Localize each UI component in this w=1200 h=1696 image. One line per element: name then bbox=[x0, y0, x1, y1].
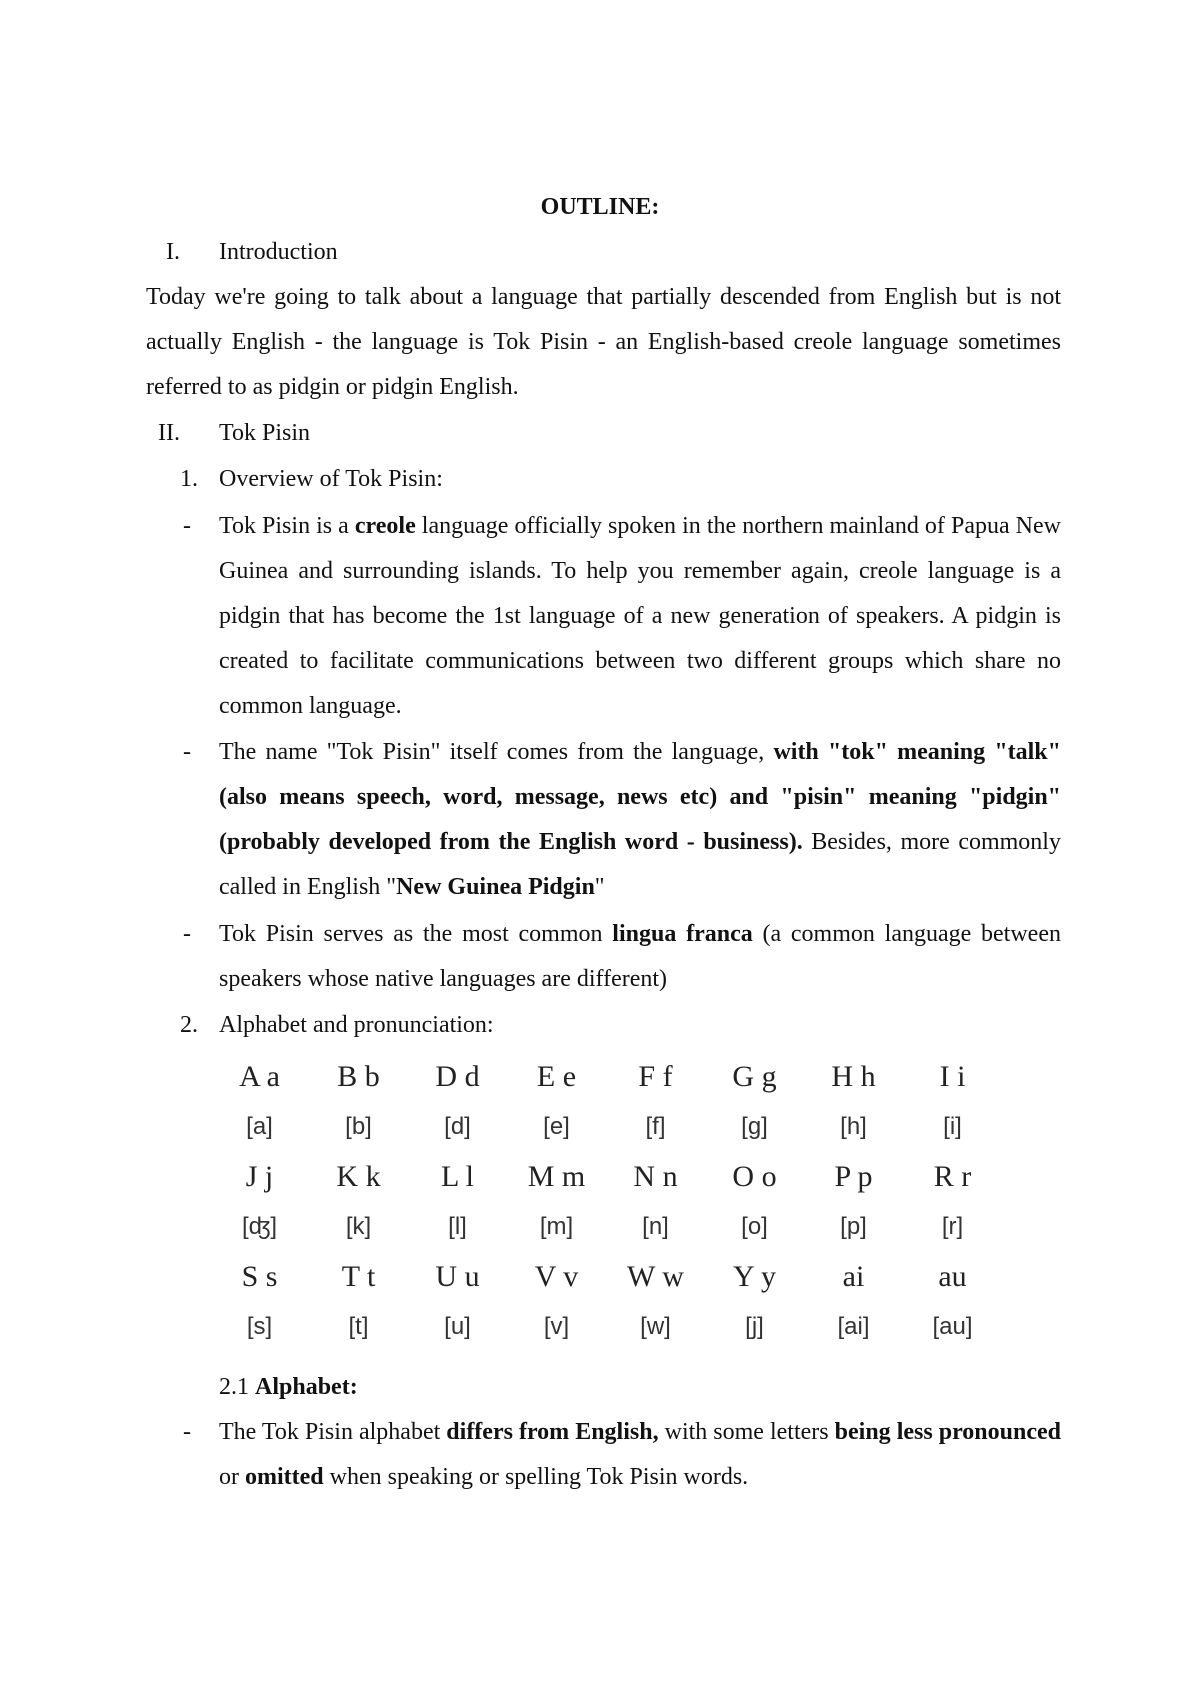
bullet-creole-definition bbox=[219, 504, 1061, 729]
ipa-cell: [o] bbox=[741, 1213, 768, 1240]
page-title: OUTLINE: bbox=[540, 194, 660, 220]
ipa-cell: [i] bbox=[943, 1113, 962, 1140]
ipa-cell: [b] bbox=[345, 1113, 372, 1140]
ipa-cell: [ai] bbox=[837, 1313, 870, 1340]
ipa-cell: [w] bbox=[640, 1313, 671, 1340]
subsection-heading-overview: Overview of Tok Pisin: bbox=[219, 466, 443, 492]
bullet-dash: - bbox=[183, 513, 191, 539]
letter-cell: Y y bbox=[732, 1260, 777, 1293]
bullet-text: The name "Tok Pisin" itself comes from the language, bbox=[219, 739, 774, 765]
ipa-cell: [s] bbox=[246, 1313, 273, 1340]
ipa-cell: [g] bbox=[741, 1113, 768, 1140]
bullet-text: (a common language between speakers whose native languages are different) bbox=[219, 921, 1061, 992]
bullet-alphabet-differences bbox=[219, 1410, 1061, 1500]
bullet-text: Tok Pisin serves as the most common bbox=[219, 921, 613, 947]
letter-cell: I i bbox=[939, 1060, 966, 1093]
bullet-text: language officially spoken in the northern mainland of Papua New Guinea and surrounding islands. To help you remember again, creole language is a pidgin that has become the 1st language of a new generation of speakers. A pidgin is created to facilitate communications between two different groups which share no common language. bbox=[219, 513, 1061, 719]
ipa-cell: [u] bbox=[444, 1313, 471, 1340]
intro-paragraph: Today we're going to talk about a language that partially descended from English but is not actually English - the language is Tok Pisin - an English-based creole language sometimes referred to as pidgin or pidgin English. bbox=[146, 284, 1061, 400]
letter-cell: F f bbox=[638, 1060, 673, 1093]
ipa-cell: [e] bbox=[543, 1113, 570, 1140]
bold-meaning: with "tok" meaning "talk" (also means speech, word, message, news etc) and "pisin" meaning "pidgin"(probably developed from the English word - business). bbox=[219, 739, 1061, 855]
bullet-text: with some letters bbox=[658, 1419, 835, 1445]
bullet-dash: - bbox=[183, 921, 191, 947]
letter-cell: M m bbox=[527, 1160, 586, 1193]
bold-differs: differs from English, bbox=[446, 1419, 659, 1445]
ipa-cell: [t] bbox=[348, 1313, 369, 1340]
letter-cell: H h bbox=[831, 1060, 876, 1093]
ipa-cell: [au] bbox=[932, 1313, 973, 1340]
letter-cell: O o bbox=[732, 1160, 777, 1193]
alphabet-letters-row bbox=[210, 1252, 1002, 1302]
letter-cell: R r bbox=[933, 1160, 972, 1193]
bullet-text: " bbox=[594, 874, 605, 900]
alphabet-table bbox=[210, 1052, 1002, 1352]
bullet-text: Besides, more commonly called in English " bbox=[219, 829, 1061, 900]
letter-cell: B b bbox=[337, 1060, 380, 1093]
letter-cell: J j bbox=[245, 1160, 274, 1193]
section-heading-introduction: Introduction bbox=[219, 239, 338, 265]
subsection-number-1: 1. bbox=[180, 466, 198, 492]
bullet-dash: - bbox=[183, 739, 191, 765]
section-numeral-2: II. bbox=[158, 420, 180, 446]
ipa-cell: [r] bbox=[941, 1213, 964, 1240]
subsection-heading-2-1 bbox=[219, 1372, 358, 1402]
subsection-title-alphabet: Alphabet: bbox=[255, 1374, 358, 1400]
ipa-cell: [a] bbox=[246, 1113, 273, 1140]
alphabet-letters-row bbox=[210, 1052, 1002, 1102]
letter-cell: D d bbox=[435, 1060, 480, 1093]
bold-term-lingua-franca: lingua franca bbox=[612, 921, 753, 947]
ipa-cell: [d] bbox=[444, 1113, 471, 1140]
ipa-cell: [n] bbox=[642, 1213, 669, 1240]
letter-cell: S s bbox=[241, 1260, 278, 1293]
letter-cell: U u bbox=[435, 1260, 480, 1293]
ipa-cell: [j] bbox=[745, 1313, 764, 1340]
bullet-lingua-franca bbox=[219, 912, 1061, 1002]
bold-less-pronounced: being less pronounced bbox=[834, 1419, 1061, 1445]
subsection-number-2-1: 2.1 bbox=[219, 1374, 255, 1400]
ipa-cell: [h] bbox=[840, 1113, 867, 1140]
alphabet-letters-row bbox=[210, 1152, 1002, 1202]
subsection-number-2: 2. bbox=[180, 1012, 198, 1038]
letter-cell: V v bbox=[534, 1260, 579, 1293]
letter-cell: P p bbox=[834, 1160, 873, 1193]
ipa-cell: [f] bbox=[645, 1113, 666, 1140]
bullet-name-origin bbox=[219, 730, 1061, 910]
bullet-text: when speaking or spelling Tok Pisin words. bbox=[323, 1464, 749, 1490]
letter-cell: N n bbox=[633, 1160, 678, 1193]
letter-cell: T t bbox=[341, 1260, 376, 1293]
letter-cell: W w bbox=[627, 1260, 684, 1293]
ipa-cell: [v] bbox=[543, 1313, 570, 1340]
letter-cell: ai bbox=[842, 1260, 865, 1293]
alphabet-ipa-row bbox=[210, 1102, 1002, 1152]
ipa-cell: [p] bbox=[840, 1213, 867, 1240]
section-heading-tok-pisin: Tok Pisin bbox=[219, 420, 311, 446]
letter-cell: au bbox=[938, 1260, 967, 1293]
subsection-heading-alphabet: Alphabet and pronunciation: bbox=[219, 1012, 494, 1038]
ipa-cell: [l] bbox=[448, 1213, 467, 1240]
alphabet-ipa-row bbox=[210, 1202, 1002, 1252]
bullet-text: The Tok Pisin alphabet bbox=[219, 1419, 447, 1445]
bold-omitted: omitted bbox=[245, 1464, 324, 1490]
letter-cell: E e bbox=[536, 1060, 577, 1093]
bullet-text: or bbox=[219, 1464, 245, 1490]
bold-term-new-guinea-pidgin: New Guinea Pidgin bbox=[396, 874, 595, 900]
letter-cell: G g bbox=[732, 1060, 777, 1093]
ipa-cell: [m] bbox=[539, 1213, 574, 1240]
ipa-cell: [k] bbox=[345, 1213, 372, 1240]
bold-term-creole: creole bbox=[354, 513, 416, 539]
bullet-text: Tok Pisin is a bbox=[219, 513, 355, 539]
alphabet-ipa-row bbox=[210, 1302, 1002, 1352]
section-numeral-1: I. bbox=[166, 239, 180, 265]
bullet-dash: - bbox=[183, 1419, 191, 1445]
letter-cell: K k bbox=[336, 1160, 381, 1193]
letter-cell: L l bbox=[440, 1160, 475, 1193]
letter-cell: A a bbox=[239, 1060, 280, 1093]
ipa-cell: [ʤ] bbox=[241, 1213, 278, 1240]
